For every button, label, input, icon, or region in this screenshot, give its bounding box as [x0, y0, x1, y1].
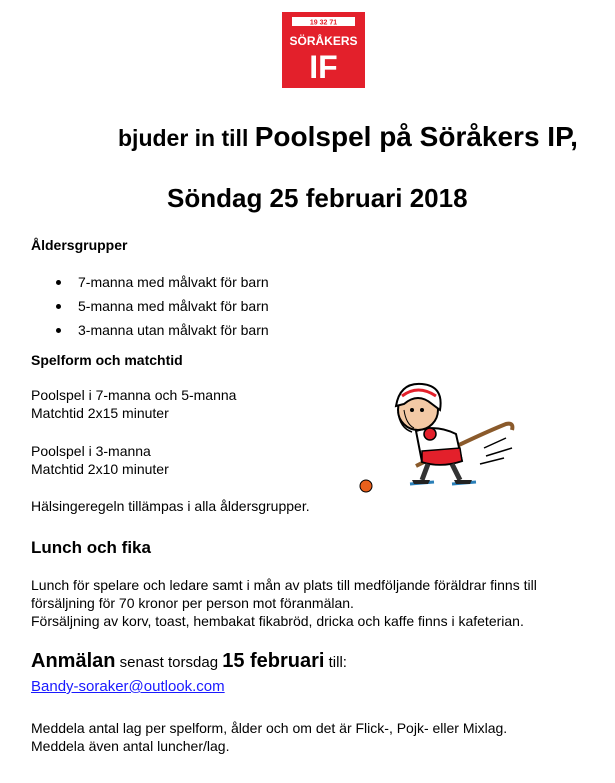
email-link[interactable]: Bandy-soraker@outlook.com [31, 678, 225, 695]
signup-label: Anmälan [31, 650, 116, 672]
signup-end: till: [324, 654, 347, 671]
list-item: 3-manna utan målvakt för barn [54, 322, 269, 346]
format-line-3: Poolspel i 3-manna [31, 443, 151, 459]
logo-abbr-text: IF [309, 49, 338, 85]
lunch-line-3: Försäljning av korv, toast, hembakat fikabröd, dricka och kaffe finns i kafeterian. [31, 613, 524, 629]
headline-lead: bjuder in till [118, 125, 255, 151]
format-line-4: Matchtid 2x10 minuter [31, 461, 169, 477]
signup-date: 15 februari [222, 650, 325, 672]
lunch-line-1: Lunch för spelare och ledare samt i mån av plats till medföljande föräldrar finns till [31, 577, 537, 593]
format-heading: Spelform och matchtid [31, 352, 183, 368]
signup-middle: senast torsdag [115, 654, 223, 671]
signup-note-1: Meddela antal lag per spelform, ålder och om det är Flick-, Pojk- eller Mixlag. [31, 720, 508, 736]
list-item: 7-manna med målvakt för barn [54, 274, 269, 298]
lunch-heading: Lunch och fika [31, 538, 151, 557]
club-logo [282, 12, 365, 88]
event-date: Söndag 25 februari 2018 [167, 183, 468, 213]
age-groups-list [54, 274, 269, 346]
format-line-2: Matchtid 2x15 minuter [31, 405, 169, 421]
age-groups-heading: Åldersgrupper [31, 237, 128, 253]
logo-name-text: SÖRÅKERS [289, 34, 358, 48]
headline-main: Poolspel på Söråkers IP, [254, 121, 578, 152]
headline [118, 121, 578, 153]
list-item: 5-manna med målvakt för barn [54, 298, 269, 322]
signup-note-2: Meddela även antal luncher/lag. [31, 738, 230, 754]
logo-year-text: 19 32 71 [309, 19, 338, 27]
signup-line [31, 650, 347, 673]
bandy-player-illustration [356, 376, 524, 498]
lunch-line-2: försäljning för 70 kronor per person mot föranmälan. [31, 595, 354, 611]
format-line-1: Poolspel i 7-manna och 5-manna [31, 387, 237, 403]
format-line-5: Hälsingeregeln tillämpas i alla åldersgrupper. [31, 498, 310, 514]
